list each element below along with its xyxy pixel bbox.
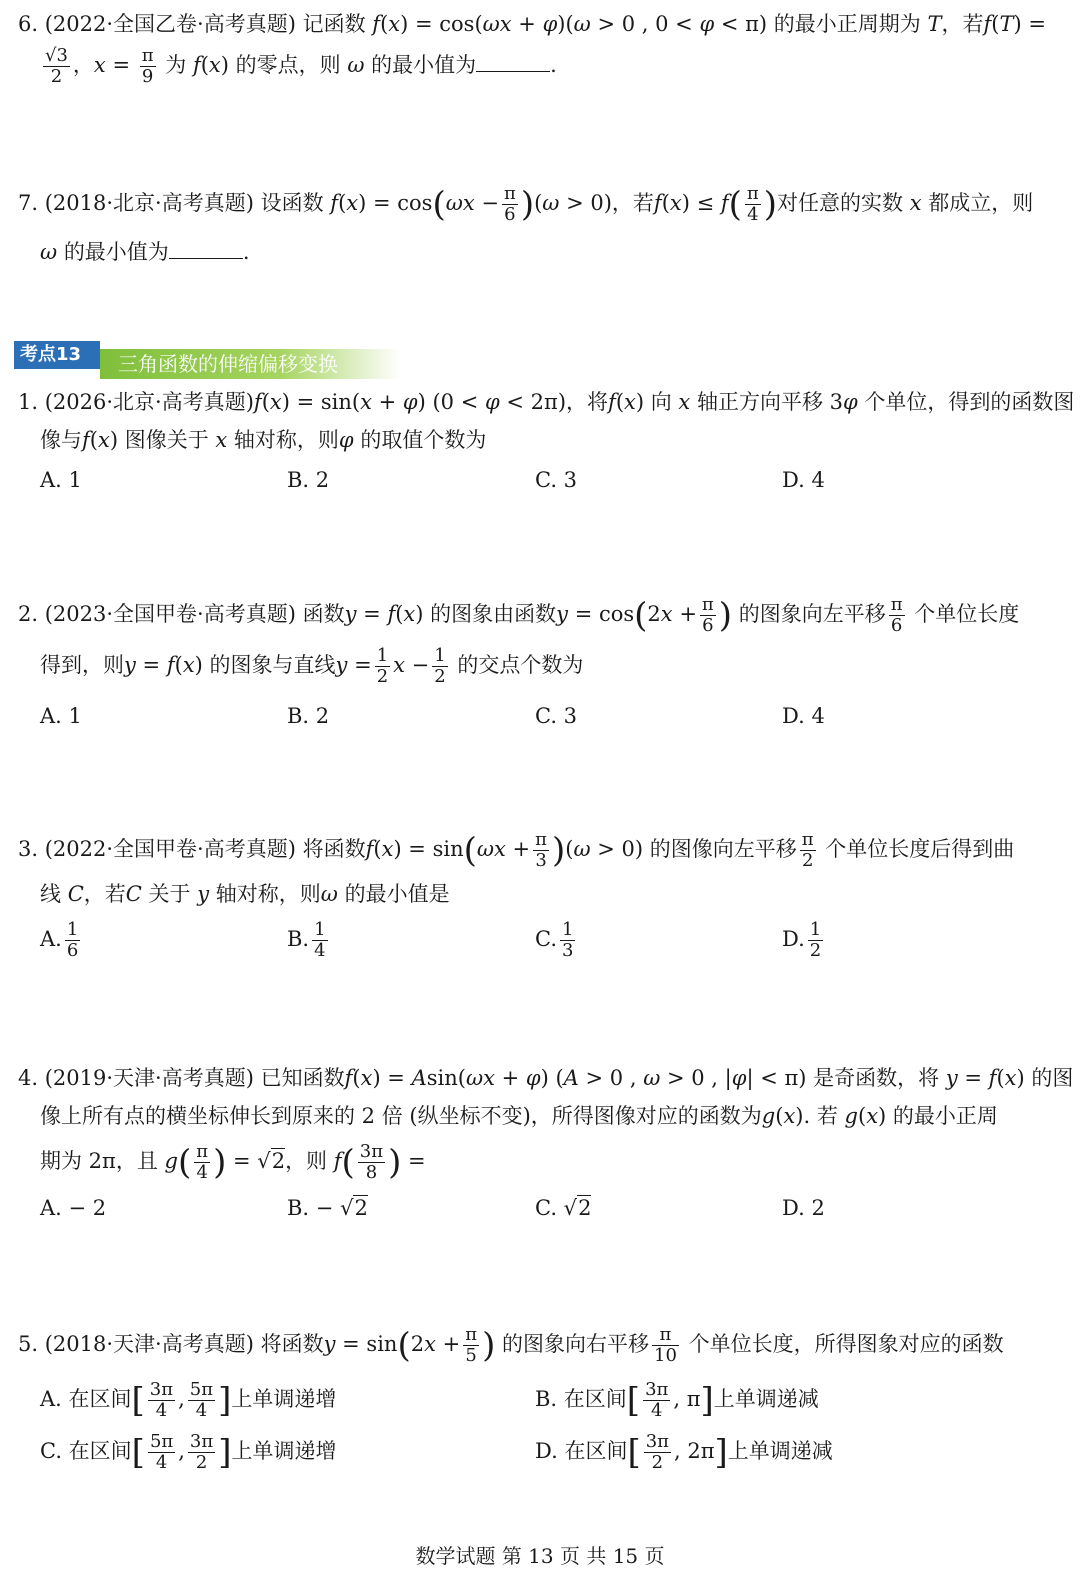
question-number: 6. (18, 12, 39, 36)
question-number: 7. (18, 191, 39, 215)
section-badge: 考点13 (14, 341, 100, 369)
option-d[interactable]: D. 4 (782, 704, 825, 728)
fraction: $\frac{√3}{2}$ (45, 45, 68, 87)
question-source: (2023·全国甲卷·高考真题) (44, 602, 296, 626)
fraction: $\frac{\pi}{9}$ (141, 45, 154, 87)
option-b[interactable]: B. − √2 (287, 1196, 368, 1220)
section-title: 三角函数的伸缩偏移变换 (100, 349, 400, 379)
option-b[interactable]: B. $\frac{1}{4}$ (287, 919, 326, 961)
option-d[interactable]: D. $\frac{1}{2}$ (782, 919, 822, 961)
answer-blank[interactable] (169, 238, 243, 259)
s1-line1: 1. (2026·北京·高考真题)f(x) = sin(x + φ) (0 < φ < 2π)，将f(x) 向 x 轴正方向平移 3φ 个单位，得到的函数图 (18, 390, 1075, 414)
option-c[interactable]: C. 3 (535, 704, 578, 728)
option-a[interactable]: A. 1 (40, 704, 82, 728)
s5-line1: 5. (2018·天津·高考真题) 将函数y = sin(2x + $\frac{\pi}{5}$ ) 的图象向右平移 $\frac{\pi}{10}$ 个单位长度，所得图象对应的函数 (18, 1324, 1004, 1366)
option-d[interactable]: D. 2 (782, 1196, 825, 1220)
page-footer: 数学试题 第 13 页 共 15 页 (415, 1544, 665, 1568)
s3-line2: 线 C，若C 关于 y 轴对称，则ω 的最小值是 (40, 882, 450, 906)
option-a[interactable]: A. − 2 (40, 1196, 107, 1220)
option-d[interactable]: D. 在区间[ $\frac{3\pi}{2}$ , 2π]上单调递减 (535, 1431, 833, 1473)
option-b[interactable]: B. 在区间[ $\frac{3\pi}{4}$ , π]上单调递减 (535, 1379, 819, 1421)
option-c[interactable]: C. √2 (535, 1196, 592, 1220)
q6-line1: 6. (2022·全国乙卷·高考真题) 记函数 f(x) = cos(ωx + φ)(ω > 0 , 0 < φ < π) 的最小正周期为 T，若f(T) = (18, 12, 1046, 36)
question-number: 5. (18, 1332, 39, 1356)
q7-line1: 7. (2018·北京·高考真题) 设函数 f(x) = cos(ωx − $\frac{\pi}{6}$ )(ω > 0)，若f(x) ≤ f( $\frac{\pi}{4}$ )对任意的实数 x 都成立，则 (18, 183, 1034, 225)
s3-line1: 3. (2022·全国甲卷·高考真题) 将函数f(x) = sin(ωx + $\frac{\pi}{3}$ )(ω > 0) 的图像向左平移 $\frac{\pi}{2}$ 个单位长度后得到曲 (18, 829, 1015, 871)
s2-line2: 得到，则y = f(x) 的图象与直线y = $\frac{1}{2}$ x − $\frac{1}{2}$ 的交点个数为 (40, 645, 584, 687)
option-b[interactable]: B. 2 (287, 468, 330, 492)
option-b[interactable]: B. 2 (287, 704, 330, 728)
question-source: (2018·天津·高考真题) (44, 1332, 254, 1356)
question-source: (2019·天津·高考真题) (44, 1066, 254, 1090)
option-a[interactable]: A. 在区间[ $\frac{3\pi}{4}$ , $\frac{5\pi}{4}$ ]上单调递增 (40, 1379, 337, 1421)
section-header (14, 341, 404, 381)
option-c[interactable]: C. 在区间[ $\frac{5\pi}{4}$ , $\frac{3\pi}{2}$ ]上单调递增 (40, 1431, 337, 1473)
option-d[interactable]: D. 4 (782, 468, 825, 492)
option-c[interactable]: C. 3 (535, 468, 578, 492)
question-source: (2018·北京·高考真题) (44, 191, 254, 215)
s4-line2: 像上所有点的横坐标伸长到原来的 2 倍 (纵坐标不变)，所得图像对应的函数为g(x). 若 g(x) 的最小正周 (40, 1104, 998, 1128)
q6-line2: $\frac{√3}{2}$ ，x = $\frac{\pi}{9}$ 为 f(x) 的零点，则 ω 的最小值为 . (45, 45, 557, 87)
s4-line3: 期为 2π，且 g( $\frac{\pi}{4}$ ) = √2，则 f( $\frac{3\pi}{8}$ ) = (40, 1141, 426, 1183)
question-number: 4. (18, 1066, 39, 1090)
option-a[interactable]: A. $\frac{1}{6}$ (40, 919, 79, 961)
question-number: 2. (18, 602, 39, 626)
s2-line1: 2. (2023·全国甲卷·高考真题) 函数y = f(x) 的图象由函数y = cos(2x + $\frac{\pi}{6}$ ) 的图象向左平移 $\frac{\pi}{6}$ 个单位长度 (18, 594, 1020, 636)
s4-line1: 4. (2019·天津·高考真题) 已知函数f(x) = Asin(ωx + φ) (A > 0 , ω > 0 , |φ| < π) 是奇函数，将 y = f(x) 的图 (18, 1066, 1074, 1090)
question-source: (2026·北京·高考真题) (44, 390, 254, 414)
option-c[interactable]: C. $\frac{1}{3}$ (535, 919, 574, 961)
question-source: (2022·全国甲卷·高考真题) (44, 837, 296, 861)
s1-line2: 像与f(x) 图像关于 x 轴对称，则φ 的取值个数为 (40, 428, 487, 452)
option-a[interactable]: A. 1 (40, 468, 82, 492)
answer-blank[interactable] (476, 51, 550, 72)
question-number: 1. (18, 390, 39, 414)
q7-line2: ω 的最小值为 . (40, 240, 250, 264)
question-number: 3. (18, 837, 39, 861)
question-source: (2022·全国乙卷·高考真题) (44, 12, 296, 36)
